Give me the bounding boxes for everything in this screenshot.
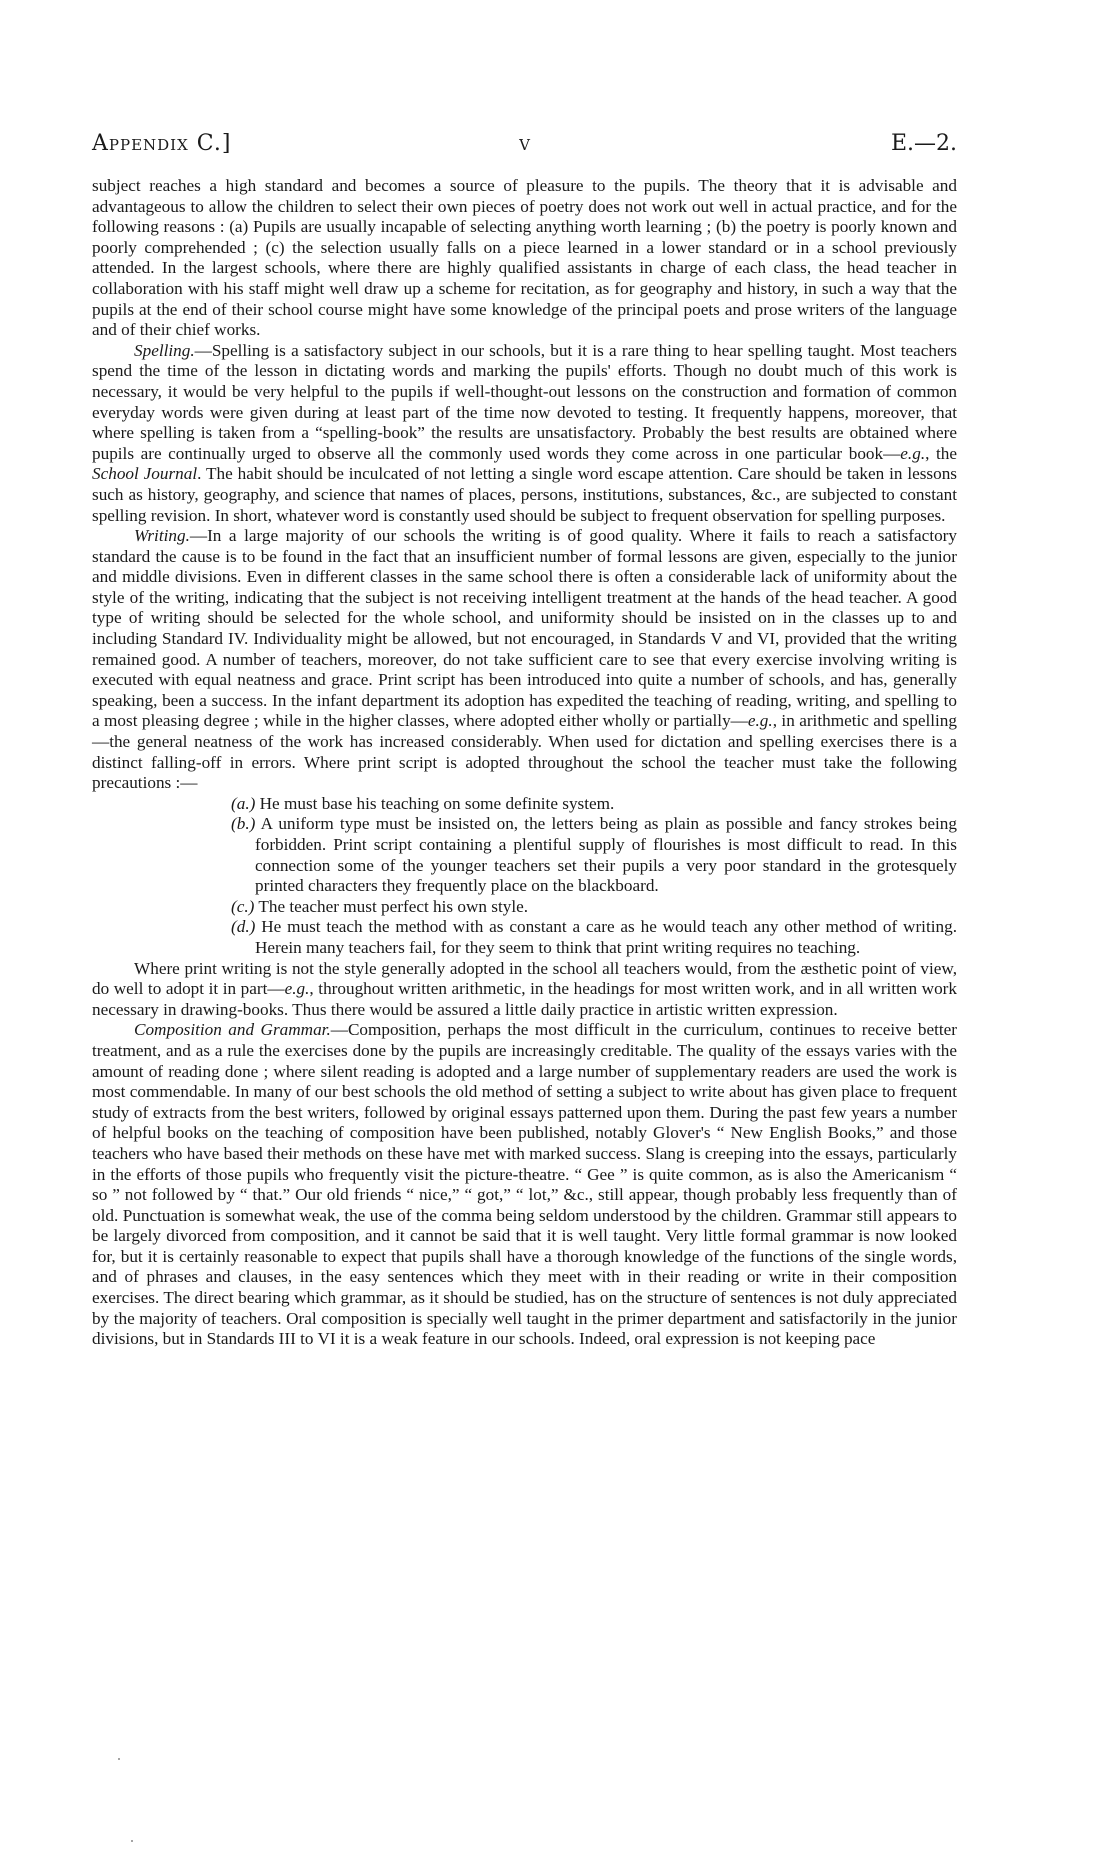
list-marker: (d.)	[231, 917, 256, 937]
spelling-text-b: , the	[925, 443, 957, 463]
list-item-text: The teacher must perfect his own style.	[258, 896, 529, 916]
list-item	[92, 794, 957, 815]
print-text-b: , throughout written arithmetic, in the headings for most written work, and in all written work necessary in drawing-books. Thus there would be assured a little daily practice in artistic written expression.	[92, 979, 957, 1019]
print-text-a: Where print writing is not the style generally adopted in the school all teachers would, from the æsthetic point of view, do well to adopt it in part—	[92, 958, 957, 999]
writing-text-a: —In a large majority of our schools the writing is of good quality. Where it fails to reach a satisfactory standard the cause is to be found in the fact that an insufficient number of formal lessons are given, especially to the junior and middle divisions. Even in different classes in the same school there is often a considerable lack of uniformity about the style of the writing, indicating that the subject is not receiving intelligent treatment at the hands of the head teacher. A good type of writing should be selected for the whole school, and uniformity should be insisted on in the classes up to and including Standard IV. Individuality might be allowed, but not encouraged, in Standards V and VI, provided that the writing remained good. A number of teachers, moreover, do not take sufficient care to see that every exercise involving writing is executed with equal neatness and grace. Print script has been introduced into quite a number of schools, and has, generally speaking, been a success. In the infant department its adoption has expedited the teaching of reading, writing, and spelling to a most pleasing degree ; while in the higher classes, where adopted either wholly or partially—	[92, 526, 957, 731]
paper-speck	[131, 1840, 133, 1842]
list-item-text: A uniform type must be insisted on, the letters being as plain as possible and fancy strokes being forbidden. Print script containing a plentiful supply of flourishes is most difficult to read. In this connection some of the younger teachers set their pupils a very poor standard in the grotesquely printed characters they frequently place on the blackboard.	[255, 814, 957, 896]
paragraph-writing	[92, 526, 957, 794]
list-item-text: He must teach the method with as constant a care as he would teach any other method of writing. Herein many teachers fail, for they seem to think that print writing requires no teaching.	[255, 917, 957, 957]
composition-text: —Composition, perhaps the most difficult in the curriculum, continues to receive better treatment, and as a rule the exercises done by the pupils are increasingly creditable. The quality of the essays varies with the amount of reading done ; where silent reading is adopted and a large number of supplementary readers are used the work is most commendable. In many of our best schools the old method of setting a subject to write about has given place to frequent study of extracts from the best writers, followed by original essays patterned upon them. During the past few years a number of helpful books on the teaching of composition have been published, notably Glover's “ New English Books,” and those teachers who have based their methods on these have met with marked success. Slang is creeping into the essays, particularly in the efforts of those pupils who frequently visit the picture-theatre. “ Gee ” is quite common, as is also the Americanism “ so ” not followed by “ that.” Our old friends “ nice,” “ got,” “ lot,” &c., still appear, though probably less frequently than of old. Punctuation is somewhat weak, the use of the comma being seldom understood by the children. Grammar still appears to be largely divorced from composition, and it cannot be said that it is well taught. Very little formal grammar is now looked for, but it is certainly reasonable to expect that pupils shall have a thorough knowledge of the functions of the single words, and of phrases and clauses, in the easy sentences which they meet with in their reading or write in their composition exercises. The direct bearing which grammar, as it should be studied, has on the structure of sentences is not duly appreciated by the majority of teachers. Oral composition is specially well taught in the primer department and satisfactorily in the junior divisions, but in Standards III to VI it is a weak feature in our schools. Indeed, oral expression is not keeping pace	[92, 1020, 957, 1349]
list-item-text: He must base his teaching on some definite system.	[259, 793, 615, 813]
paragraph-print-writing	[92, 959, 957, 1021]
paper-speck	[118, 1758, 120, 1760]
precautions-list	[92, 794, 957, 959]
writing-eg: e.g.	[747, 711, 773, 731]
paragraph-composition	[92, 1020, 957, 1350]
paragraph-poetry: subject reaches a high standard and becomes a source of pleasure to the pupils. The theory that it is advisable and advantageous to allow the children to select their own pieces of poetry does not work out well in actual practice, and for the following reasons : (a) Pupils are usually incapable of selecting anything worth learning ; (b) the poetry is poorly known and poorly comprehended ; (c) the selection usually falls on a piece learned in a lower standard or in a school previously attended. In the largest schools, where there are highly qualified assistants in charge of each class, the head teacher in collaboration with his staff might well draw up a scheme for recitation, as for geography and history, in such a way that the pupils at the end of their school course might have some knowledge of the principal poets and prose writers of the language and of their chief works.	[92, 176, 957, 340]
header-page-number: v	[519, 131, 530, 156]
paragraph-spelling	[92, 341, 957, 526]
list-item	[92, 897, 957, 918]
list-item	[92, 814, 957, 896]
document-body	[92, 176, 957, 1350]
header-document-code: E.—2.	[890, 131, 957, 156]
school-journal-title: School Journal	[92, 464, 198, 484]
writing-text-b: , in arithmetic and spelling—the general neatness of the work has increased considerably. When used for dictation and spelling exercises there is a distinct falling-off in errors. Where print script is adopted throughout the school the teacher must take the following precautions :—	[92, 711, 957, 793]
list-marker: (a.)	[231, 793, 256, 813]
heading-composition: Composition and Grammar.	[134, 1020, 331, 1040]
list-marker: (c.)	[231, 896, 255, 916]
spelling-text-a: —Spelling is a satisfactory subject in our schools, but it is a rare thing to hear spelling taught. Most teachers spend the time of the lesson in dictating words and marking the pupils' efforts. Though no doubt much of this work is necessary, it would be very helpful to the pupils if well-thought-out lessons on the construction and formation of common everyday words were given during at least part of the time now devoted to testing. It frequently happens, moreover, that where spelling is taken from a “spelling-book” the results are unsatisfactory. Probably the best results are obtained where pupils are continually urged to observe all the commonly used words they come across in one particular book—	[92, 340, 957, 463]
spelling-text-c: . The habit should be inculcated of not letting a single word escape attention. Care should be taken in lessons such as history, geography, and science that names of places, persons, institutions, substances, &c., are subjected to constant spelling revision. In short, whatever word is constantly used should be subject to frequent observation for spelling purposes.	[92, 464, 957, 525]
header-appendix: Appendix C.]	[92, 131, 232, 156]
heading-writing: Writing.	[134, 526, 190, 546]
list-marker: (b.)	[231, 814, 256, 834]
print-eg: e.g.	[284, 979, 310, 999]
list-item	[92, 917, 957, 958]
spelling-eg: e.g.	[900, 443, 926, 463]
page-header	[92, 128, 957, 160]
heading-spelling: Spelling.	[134, 340, 195, 360]
